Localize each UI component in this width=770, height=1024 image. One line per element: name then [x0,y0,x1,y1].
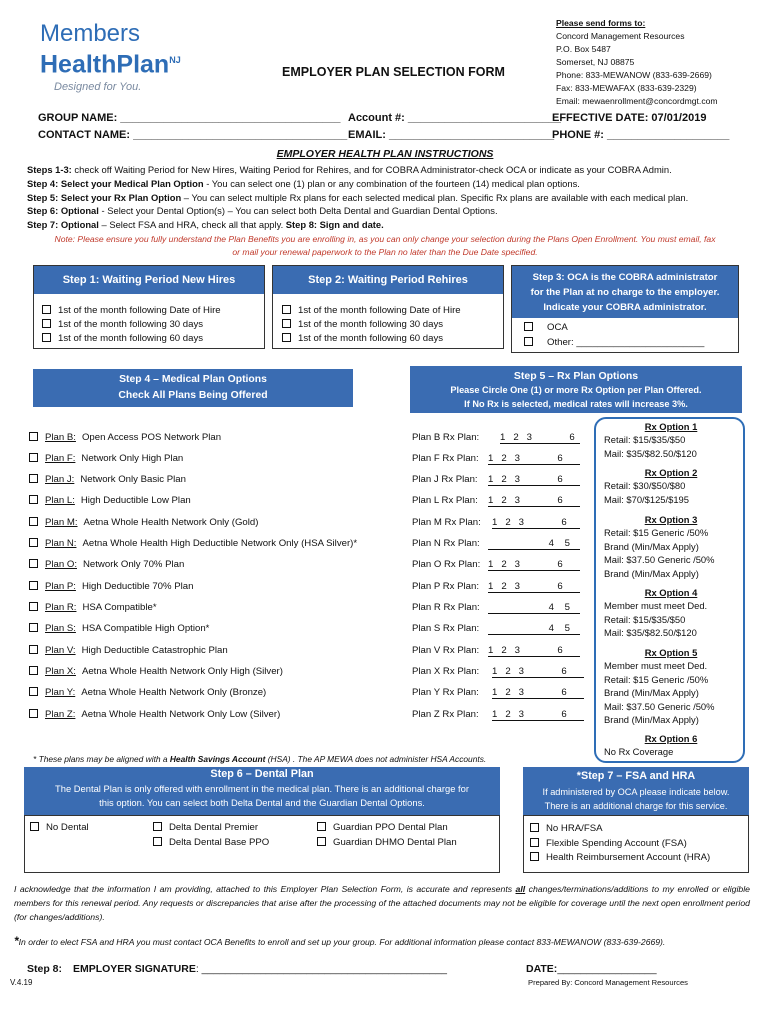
medical-plan-row[interactable] [29,645,228,659]
rx-option-line: Retail: $15 Generic /50% [604,673,709,685]
rx-option-3 [604,513,738,580]
checkbox[interactable] [29,517,38,526]
step4-title-line: Check All Plans Being Offered [118,390,268,401]
medical-plan-row[interactable] [29,666,283,680]
dental-option-delta-premier[interactable] [153,822,258,833]
instruction-label: Step 6: Optional [27,205,99,217]
rx-plan-label: Plan N Rx Plan: [412,538,480,549]
hsa-note-bold: Health Savings Account [169,754,266,764]
option-label: Other: ________________________ [547,336,705,348]
option-label: No Dental [46,822,89,833]
medical-plan-row[interactable] [29,495,191,509]
step7-desc: If administered by OCA please indicate below. [542,787,730,797]
checkbox[interactable] [524,322,533,331]
plan-code: Plan F: [45,453,76,464]
rx-plan-row[interactable] [412,559,580,571]
rx-plan-row[interactable] [412,538,580,550]
medical-plan-row[interactable] [29,559,184,573]
logo-tagline: Designed for You. [54,81,142,94]
signature-line[interactable] [27,963,447,975]
rx-option-line: Retail: $30/$50/$80 [604,480,686,492]
rx-option-line: Mail: $37.50 Generic /50% [604,700,715,712]
date-blank[interactable]: _________________ [557,963,657,975]
rx-plan-row[interactable] [412,645,580,657]
rx-plan-options[interactable]: 1 2 3 6 [500,432,580,444]
rx-option-4 [604,586,738,640]
rx-option-line: Mail: $37.50 Generic /50% [604,554,715,566]
rx-plan-label: Plan Z Rx Plan: [412,709,479,720]
acknowledgement [14,883,750,924]
checkbox[interactable] [530,838,539,847]
checkbox[interactable] [30,822,39,831]
checkbox[interactable] [282,305,291,314]
plan-name: Network Only Basic Plan [80,474,186,485]
instruction-label: Step 8: Sign and date. [285,219,384,231]
option-label: Flexible Spending Account (FSA) [546,837,687,849]
plan-name: High Deductible Low Plan [80,495,191,506]
rx-option-heading: Rx Option 6 [644,733,698,744]
checkbox[interactable] [29,432,38,441]
rx-option-line: Mail: $35/$82.50/$120 [604,627,697,639]
step2-options [282,304,461,346]
step2-option-30-days[interactable] [282,318,461,332]
plan-code: Plan N: [45,538,77,549]
plan-name: Aetna Whole Health Network Only (Gold) [83,517,259,528]
medical-plan-row[interactable] [29,453,183,467]
checkbox[interactable] [153,837,162,846]
checkbox[interactable] [29,666,38,675]
rx-option-5 [604,646,738,726]
plan-name: HSA Compatible High Option* [81,623,210,634]
hsa-note [33,754,486,764]
contact-name-field[interactable]: CONTACT NAME: ___________________________________ [38,129,348,141]
checkbox[interactable] [42,319,51,328]
plan-name: Network Only 70% Plan [83,559,185,570]
send-to-line: Fax: 833-MEWAFAX (833-639-2329) [556,83,697,93]
rx-plan-row[interactable] [412,709,584,721]
medical-plan-row[interactable] [29,687,266,701]
rx-option-heading: Rx Option 5 [644,647,698,658]
acknowledgement-text: changes/terminations/additions to my enrolled or eligible members for this renewal period. Any requests or discrepancies that arise after the processing of the attached documents may not be eligible for coverage until the next open enrollment period (for changes/additions). [14,884,750,922]
logo-healthplan-text: HealthPlan [40,50,170,79]
rx-plan-label: Plan Y Rx Plan: [412,687,479,698]
option-label: 1st of the month following 60 days [58,333,204,344]
rx-plan-row[interactable] [412,517,580,529]
rx-plan-options[interactable]: 1 2 3 6 [488,559,580,571]
step6-header [24,767,500,815]
step1-title: Step 1: Waiting Period New Hires [34,266,264,294]
step4-title [33,369,353,407]
step1-options [42,304,221,346]
instructions [27,163,688,232]
checkbox[interactable] [29,623,38,632]
rx-plan-options[interactable]: 1 2 3 6 [492,687,584,699]
signature-step: Step 8: [27,963,63,975]
form-title: EMPLOYER PLAN SELECTION FORM [282,65,505,79]
option-label: Health Reimbursement Account (HRA) [546,852,711,863]
medical-plan-row[interactable] [29,538,357,552]
rx-option-heading: Rx Option 1 [644,421,698,432]
checkbox[interactable] [29,538,38,547]
step4-title-line: Step 4 – Medical Plan Options [119,374,267,385]
step3-title [512,266,738,318]
signature-label: EMPLOYER SIGNATURE [72,963,196,975]
effective-date-field: EFFECTIVE DATE: 07/01/2019 [552,112,707,124]
instruction-label: Step 7: Optional [27,219,99,231]
send-to-line: Email: mewaenrollment@concordmgt.com [556,96,718,106]
plan-code: Plan S: [45,623,76,634]
instruction-text: – You can select multiple Rx plans for each selected medical plan. Specific Rx plans are available with each medical plan. [181,191,689,203]
rx-plan-options[interactable]: 1 2 3 6 [492,709,584,721]
rx-plan-label: Plan S Rx Plan: [412,623,480,634]
plan-code: Plan Y: [45,687,76,698]
instruction-text: - Select your Dental Option(s) – You can select both Delta Dental and Guardian Dental Options. [98,205,498,217]
rx-option-line: Mail: $35/$82.50/$120 [604,447,697,459]
logo [40,22,181,93]
checkbox[interactable] [29,581,38,590]
rx-option-6 [604,732,738,759]
send-to-block [556,17,718,108]
plan-name: Aetna Whole Health High Deductible Network Only (HSA Silver)* [82,538,358,549]
step3-options [524,321,704,350]
send-to-line: P.O. Box 5487 [556,44,611,54]
dental-option-delta-base[interactable] [153,837,269,848]
dental-option-guardian-dhmo[interactable] [317,837,457,848]
step3-title-line: Step 3: OCA is the COBRA administrator [532,272,718,283]
checkbox[interactable] [282,333,291,342]
plan-code: Plan L: [45,495,75,506]
plan-code: Plan J: [45,474,75,485]
send-to-heading: Please send forms to: [556,18,646,28]
option-label: 1st of the month following Date of Hire [298,305,461,316]
rx-plan-row[interactable] [412,432,580,444]
step3-title-line: Indicate your COBRA administrator. [543,302,707,313]
rx-option-line: Retail: $15 Generic /50% [604,527,709,539]
version: V.4.19 [10,978,33,987]
fsa-option-fsa[interactable] [530,837,710,852]
instruction-text: check off Waiting Period for New Hires, Waiting Period for Rehires, and for COBRA Administrator-check OCA or indicate as your COBRA Admin. [71,164,672,175]
checkbox[interactable] [29,453,38,462]
medical-plan-row[interactable] [29,602,157,616]
rx-plan-row[interactable] [412,581,580,593]
checkbox[interactable] [42,333,51,342]
checkbox[interactable] [29,474,38,483]
fsa-hra-note [14,934,665,948]
step5-sub: If No Rx is selected, medical rates will increase 3%. [464,399,688,409]
medical-plan-row[interactable] [29,517,258,531]
option-label: Guardian PPO Dental Plan [333,822,448,833]
step3-title-line: for the Plan at no charge to the employer. [530,287,720,298]
medical-plan-row[interactable] [29,581,193,595]
acknowledgement-bold: all [515,884,526,894]
rx-plan-label: Plan F Rx Plan: [412,453,479,464]
send-to-line: Concord Management Resources [556,31,685,41]
rx-plan-row[interactable] [412,495,580,507]
instruction-step-4 [27,177,688,191]
option-label: OCA [547,322,568,333]
plan-code: Plan R: [45,602,77,613]
rx-option-line: Brand (Min/Max Apply) [604,687,699,699]
instruction-label: Steps 1-3: [27,164,72,175]
send-to-line: Phone: 833-MEWANOW (833-639-2669) [556,70,712,80]
step5-sub: Please Circle One (1) or more Rx Option per Plan Offered. [450,385,702,395]
fsa-note-text: In order to elect FSA and HRA you must contact OCA Benefits to enroll and set up your group. For additional information please contact 833-MEWANOW (833-639-2669). [18,937,666,947]
rx-option-line: Mail: $70/$125/$195 [604,493,689,505]
rx-plan-label: Plan M Rx Plan: [412,517,481,528]
rx-plan-options[interactable]: 4 5 [488,602,580,614]
step2-option-60-days[interactable] [282,332,461,346]
step3-option-oca[interactable] [524,321,704,336]
logo-members: Members [40,20,141,47]
option-label: Delta Dental Premier [169,822,259,833]
plan-name: Aetna Whole Health Network Only (Bronze) [81,687,267,698]
rx-option-2 [604,466,738,506]
checkbox[interactable] [42,305,51,314]
rx-plan-options[interactable]: 4 5 [488,538,580,550]
option-label: Delta Dental Base PPO [169,837,270,848]
rx-plan-options[interactable]: 1 2 3 6 [488,495,580,507]
rx-option-line: Retail: $15/$35/$50 [604,434,686,446]
rx-plan-options[interactable]: 1 2 3 6 [488,453,580,465]
plan-name: Open Access POS Network Plan [81,432,222,443]
plan-code: Plan V: [45,645,76,656]
date-line[interactable] [526,963,657,975]
instruction-step-7 [27,218,688,232]
rx-plan-label: Plan R Rx Plan: [412,602,480,613]
step7-title: *Step 7 – FSA and HRA [576,770,696,782]
option-label: 1st of the month following 60 days [298,333,444,344]
step6-desc: The Dental Plan is only offered with enrollment in the medical plan. There is an additional charge for [55,783,469,794]
plan-name: High Deductible Catastrophic Plan [81,645,228,656]
plan-name: HSA Compatible* [82,602,157,613]
step7-desc: There is an additional charge for this service. [544,801,728,811]
step6-title: Step 6 – Dental Plan [210,768,314,780]
fsa-option-hra[interactable] [530,851,710,866]
step1-option-date-of-hire[interactable] [42,304,221,318]
step3-option-other[interactable] [524,336,704,351]
option-label: 1st of the month following 30 days [298,319,444,330]
checkbox[interactable] [29,709,38,718]
checkbox[interactable] [29,602,38,611]
acknowledgement-text: I acknowledge that the information I am providing, attached to this Employer Plan Selection Form, is accurate and represents [14,884,516,894]
instruction-label: Step 4: Select your Medical Plan Option [27,177,204,189]
rx-plan-options[interactable]: 4 5 [488,623,580,635]
rx-plan-options[interactable]: 1 2 3 6 [488,474,580,486]
option-label: No HRA/FSA [546,823,603,834]
rx-plan-label: Plan L Rx Plan: [412,495,478,506]
checkbox[interactable] [530,823,539,832]
plan-name: High Deductible 70% Plan [81,581,194,592]
step1-option-30-days[interactable] [42,318,221,332]
step6-desc: this option. You can select both Delta Dental and the Guardian Dental Options. [99,797,425,808]
rx-plan-options[interactable]: 1 2 3 6 [492,666,584,678]
plan-code: Plan X: [45,666,76,677]
plan-code: Plan P: [45,581,76,592]
rx-option-line: Brand (Min/Max Apply) [604,714,699,726]
rx-plan-row[interactable] [412,623,580,635]
hsa-note-text: * These plans may be aligned with a [33,754,170,764]
rx-plan-label: Plan B Rx Plan: [412,432,480,443]
rx-option-1 [604,420,738,460]
step7-header [523,767,749,815]
step5-title-text: Step 5 – Rx Plan Options [513,370,639,382]
medical-plan-row[interactable] [29,432,221,446]
step2-option-date-of-hire[interactable] [282,304,461,318]
rx-plan-label: Plan J Rx Plan: [412,474,478,485]
rx-plan-options[interactable]: 1 2 3 6 [488,645,580,657]
rx-plan-row[interactable] [412,666,584,678]
rx-plan-label: Plan V Rx Plan: [412,645,480,656]
rx-plan-row[interactable] [412,687,584,699]
rx-option-line: Retail: $15/$35/$50 [604,613,686,625]
hsa-note-text: (HSA) . The AP MEWA does not administer HSA Accounts. [265,754,487,764]
step7-options [530,822,710,866]
instruction-steps-1-3 [27,163,688,177]
rx-option-line: No Rx Coverage [604,746,674,758]
plan-code: Plan B: [45,432,76,443]
rx-plan-options[interactable]: 1 2 3 6 [488,581,580,593]
enrollment-note-line1: Note: Please ensure you fully understand the Plan Benefits you are enrolling in, as you can only change your selection during the Plans Open Enrollment. You must email, fax [54,234,716,244]
checkbox[interactable] [282,319,291,328]
group-name-field[interactable]: GROUP NAME: ____________________________________ [38,112,341,124]
plan-code: Plan O: [45,559,77,570]
checkbox[interactable] [29,687,38,696]
plan-name: Network Only High Plan [81,453,184,464]
option-label: 1st of the month following Date of Hire [58,305,221,316]
logo-healthplan [40,46,181,78]
medical-plan-row[interactable] [29,709,280,723]
enrollment-note-line2: or mail your renewal paperwork to the Plan no later than the Due Date specified. [232,247,538,257]
instructions-title: EMPLOYER HEALTH PLAN INSTRUCTIONS [276,148,494,160]
plan-name: Aetna Whole Health Network Only Low (Silver) [81,709,281,720]
dental-option-guardian-ppo[interactable] [317,822,448,833]
logo-nj: NJ [169,55,181,65]
plan-code: Plan M: [45,517,78,528]
date-label: DATE: [526,963,558,975]
checkbox[interactable] [530,852,539,861]
checkbox[interactable] [29,495,38,504]
rx-option-line: Brand (Min/Max Apply) [604,540,699,552]
dental-option-none[interactable] [30,822,89,833]
checkbox[interactable] [29,559,38,568]
plan-name: Aetna Whole Health Network Only High (Silver) [81,666,283,677]
signature-blank[interactable]: : __________________________________________ [195,963,447,975]
rx-option-line: Brand (Min/Max Apply) [604,567,699,579]
phone-field[interactable]: PHONE #: ____________________ [552,129,730,141]
instruction-step-6 [27,204,688,218]
medical-plan-row[interactable] [29,623,209,637]
option-label: Guardian DHMO Dental Plan [333,837,457,848]
rx-plan-row[interactable] [412,453,580,465]
instruction-text: – Select FSA and HRA, check all that apply. [98,219,286,231]
rx-plan-row[interactable] [412,602,580,614]
rx-option-heading: Rx Option 2 [644,467,698,478]
account-field[interactable]: Account #: _________________________ [348,112,561,124]
prepared-by: Prepared By: Concord Management Resources [528,978,688,987]
instruction-text: - You can select one (1) plan or any combination of the fourteen (14) medical plan options. [203,177,580,189]
checkbox[interactable] [153,822,162,831]
send-to-line: Somerset, NJ 08875 [556,57,635,67]
fsa-option-none[interactable] [530,822,710,837]
step5-title [410,366,742,413]
checkbox[interactable] [524,337,533,346]
rx-option-line: Member must meet Ded. [604,600,708,612]
rx-plan-options[interactable]: 1 2 3 6 [492,517,580,529]
rx-option-line: Member must meet Ded. [604,660,708,672]
rx-option-heading: Rx Option 3 [644,514,698,525]
checkbox[interactable] [29,645,38,654]
instruction-label: Step 5: Select your Rx Plan Option [27,191,182,203]
step1-option-60-days[interactable] [42,332,221,346]
fsa-note-star: * [14,934,19,948]
rx-plan-row[interactable] [412,474,580,486]
checkbox[interactable] [317,822,326,831]
checkbox[interactable] [317,837,326,846]
plan-code: Plan Z: [45,709,76,720]
rx-option-heading: Rx Option 4 [644,587,698,598]
step2-title: Step 2: Waiting Period Rehires [273,266,503,294]
email-field[interactable]: EMAIL: ___________________________ [348,129,555,141]
option-label: 1st of the month following 30 days [58,319,204,330]
medical-plan-row[interactable] [29,474,186,488]
rx-plan-label: Plan X Rx Plan: [412,666,480,677]
rx-plan-label: Plan P Rx Plan: [412,581,480,592]
rx-plan-label: Plan O Rx Plan: [412,559,481,570]
instruction-step-5 [27,191,688,205]
